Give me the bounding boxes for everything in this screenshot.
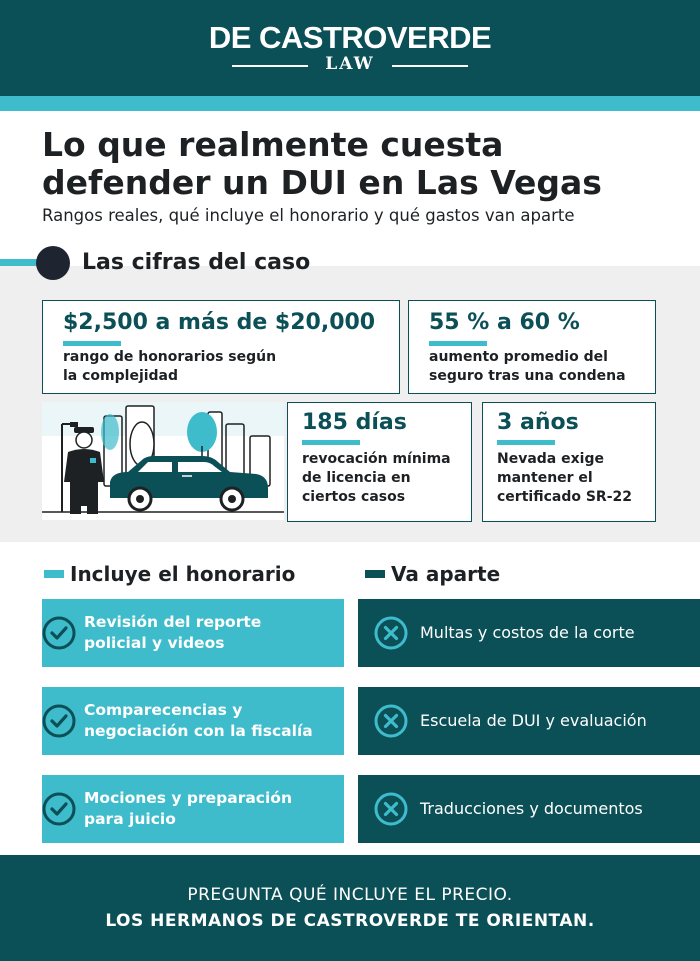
exclude-item-label: Traducciones y documentos xyxy=(420,799,643,818)
stat-value: 185 días xyxy=(302,410,407,435)
exclude-item xyxy=(358,775,700,843)
exclude-item-label: Multas y costos de la corte xyxy=(420,623,635,642)
include-item xyxy=(42,775,344,843)
stat-card-sr22 xyxy=(482,402,656,522)
accent-band xyxy=(0,96,700,111)
police-car-illustration xyxy=(42,402,284,520)
stat-desc-line: certificado SR-22 xyxy=(497,489,632,505)
stat-underline xyxy=(497,440,555,445)
stat-desc xyxy=(63,348,276,386)
x-circle-icon xyxy=(374,616,408,650)
include-item-label xyxy=(84,612,261,654)
include-item xyxy=(42,687,344,755)
stat-card-license xyxy=(287,402,472,522)
stat-desc-line: aumento promedio del xyxy=(429,349,608,365)
include-heading-mark xyxy=(44,570,64,578)
brand-name: DE CASTROVERDE xyxy=(208,20,492,55)
stat-desc xyxy=(497,450,632,507)
brand-sub: LAW xyxy=(325,54,375,74)
stat-underline xyxy=(429,341,487,346)
stat-desc-line: seguro tras una condena xyxy=(429,368,626,384)
stat-card-insurance xyxy=(408,300,656,394)
tree-icon xyxy=(101,414,119,450)
includes-title: Incluye el honorario xyxy=(70,562,296,586)
include-item xyxy=(42,599,344,667)
exclude-heading-mark xyxy=(365,570,385,578)
header xyxy=(0,0,700,96)
include-item-label xyxy=(84,788,292,830)
footer-line-2: LOS HERMANOS DE CASTROVERDE TE ORIENTAN. xyxy=(105,911,595,931)
label-line: Mociones y preparación xyxy=(84,789,292,807)
stat-value: 3 años xyxy=(497,410,579,435)
stat-desc-line: Nevada exige xyxy=(497,451,604,467)
footer xyxy=(0,855,700,961)
label-line: negociación con la fiscalía xyxy=(84,722,313,740)
label-line: Revisión del reporte xyxy=(84,613,262,631)
page-subtitle: Rangos reales, qué incluye el honorario y qué gastos van aparte xyxy=(42,206,575,225)
label-line: Comparecencias y xyxy=(84,701,243,719)
dot-icon xyxy=(36,246,70,280)
stat-underline xyxy=(302,440,360,445)
brand-sub-wrap xyxy=(232,54,468,76)
label-line: policial y videos xyxy=(84,634,225,652)
stat-desc xyxy=(429,348,626,386)
check-circle-icon xyxy=(42,616,76,650)
stat-desc-line: revocación mínima xyxy=(302,451,451,467)
check-circle-icon xyxy=(42,704,76,738)
exclude-item xyxy=(358,599,700,667)
footer-line-1: PREGUNTA QUÉ INCLUYE EL PRECIO. xyxy=(187,885,513,905)
x-circle-icon xyxy=(374,704,408,738)
stat-value: 55 % a 60 % xyxy=(429,310,580,335)
section-accent-bar xyxy=(0,259,38,266)
section-title: Las cifras del caso xyxy=(82,250,311,275)
brand-divider-right xyxy=(392,65,468,67)
check-circle-icon xyxy=(42,792,76,826)
exclude-item xyxy=(358,687,700,755)
stat-desc-line: la complejidad xyxy=(63,368,179,384)
stat-desc-line: de licencia en xyxy=(302,470,411,486)
include-item-label xyxy=(84,700,313,742)
stat-desc-line: mantener el xyxy=(497,470,593,486)
page-title: Lo que realmente cuesta defender un DUI en Las Vegas xyxy=(42,125,602,202)
stat-desc-line: rango de honorarios según xyxy=(63,349,277,365)
stat-desc-line: ciertos casos xyxy=(302,489,406,505)
lamp-icon xyxy=(70,422,78,427)
stat-card-fees xyxy=(42,300,400,394)
stat-value: $2,500 a más de $20,000 xyxy=(63,310,376,335)
stat-underline xyxy=(63,341,121,346)
label-line: para juicio xyxy=(84,810,176,828)
x-circle-icon xyxy=(374,792,408,826)
excludes-title: Va aparte xyxy=(391,562,501,586)
exclude-item-label: Escuela de DUI y evaluación xyxy=(420,711,647,730)
stat-desc xyxy=(302,450,451,507)
